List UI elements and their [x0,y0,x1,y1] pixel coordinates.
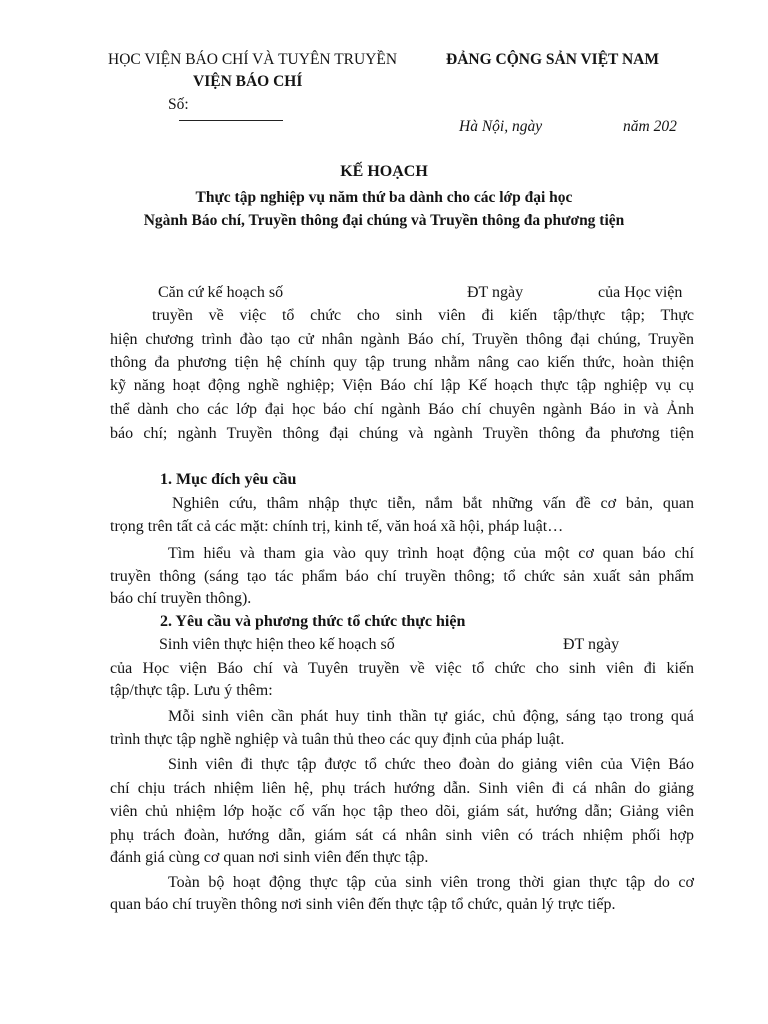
document-subtitle-2: Ngành Báo chí, Truyền thông đại chúng và Truyền thông đa phương tiện [143,212,625,229]
section-2-p1-line-1a: Sinh viên thực hiện theo kế hoạch số [159,636,395,653]
section-2-p1-line-2: của Học viện Báo chí và Tuyên truyền về việc tổ chức cho sinh viên đi kiến [110,660,694,677]
intro-line-5: kỹ năng hoạt động nghề nghiệp; Viện Báo chí lập Kế hoạch thực tập nghiệp vụ cụ [110,377,694,394]
place-date-year: năm 202 [623,118,677,135]
intro-line-4: thông đa phương tiện hệ chính quy tập trung nhằm nâng cao kiến thức, hoàn thiện [110,354,694,371]
section-2-p4-line-1: Toàn bộ hoạt động thực tập của sinh viên trong thời gian thực tập do cơ [168,874,694,891]
section-1-heading: 1. Mục đích yêu cầu [160,471,297,488]
intro-line-7: báo chí; ngành Truyền thông đại chúng và ngành Truyền thông đa phương tiện [110,425,694,442]
section-2-heading: 2. Yêu cầu và phương thức tổ chức thực hiện [160,613,466,630]
place-date-prefix: Hà Nội, ngày [459,118,543,135]
sub-org: VIỆN BÁO CHÍ [193,73,303,90]
org-left: HỌC VIỆN BÁO CHÍ VÀ TUYÊN TRUYỀN [108,51,398,68]
intro-line-3: hiện chương trình đào tạo cử nhân ngành Báo chí, Truyền thông đại chúng, Truyền [110,331,694,348]
section-1-p2-line-2: truyền thông (sáng tạo tác phẩm báo chí truyền thông; tổ chức sản xuất sản phẩm [110,568,694,585]
section-1-p1-line-2: trọng trên tất cả các mặt: chính trị, kinh tế, văn hoá xã hội, pháp luật… [110,518,564,535]
section-2-p3-line-5: đánh giá cùng cơ quan nơi sinh viên đến thực tập. [110,849,429,866]
section-2-p3-line-3: viên chủ nhiệm lớp hoặc cố vấn học tập theo dõi, giám sát, hướng dẫn; Giảng viên [110,803,694,820]
section-1-p2-line-1: Tìm hiểu và tham gia vào quy trình hoạt động của một cơ quan báo chí [168,545,694,562]
intro-line-1a: Căn cứ kế hoạch số [158,284,284,301]
org-right: ĐẢNG CỘNG SẢN VIỆT NAM [446,51,660,68]
section-2-p2-line-1: Mỗi sinh viên cần phát huy tinh thần tự giác, chủ động, sáng tạo trong quá [168,708,694,725]
section-2-p2-line-2: trình thực tập nghề nghiệp và tuân thủ theo các quy định của pháp luật. [110,731,565,748]
section-2-p1-line-1b: ĐT ngày [563,636,620,653]
intro-line-6: thể dành cho các lớp đại học báo chí ngành Báo chí chuyên ngành Báo in và Ảnh [110,401,694,418]
number-underline [179,120,283,121]
intro-line-1b: ĐT ngày [467,284,524,301]
section-2-p3-line-4: phụ trách đoàn, hướng dẫn, giám sát cá nhân sinh viên có trách nhiệm phối hợp [110,827,694,844]
document-title: KẾ HOẠCH [340,163,428,180]
section-1-p2-line-3: báo chí truyền thông). [110,590,252,607]
intro-line-1c: của Học viện [598,284,683,301]
section-2-p1-line-3: tập/thực tập. Lưu ý thêm: [110,682,273,699]
section-2-p3-line-2: chí chịu trách nhiệm liên hệ, phụ trách hướng dẫn. Sinh viên đi cá nhân do giảng [110,780,694,797]
section-1-p1-line-1: Nghiên cứu, thâm nhập thực tiễn, nắm bắt những vấn đề cơ bản, quan [172,495,694,512]
intro-line-2: truyền về việc tổ chức cho sinh viên đi kiến tập/thực tập; Thực [152,307,694,324]
section-2-p3-line-1: Sinh viên đi thực tập được tổ chức theo đoàn do giảng viên của Viện Báo [168,756,694,773]
number-label: Số: [168,96,189,113]
section-2-p4-line-2: quan báo chí truyền thông nơi sinh viên đến thực tập tổ chức, quản lý trực tiếp. [110,896,616,913]
document-subtitle-1: Thực tập nghiệp vụ năm thứ ba dành cho các lớp đại học [195,189,573,206]
